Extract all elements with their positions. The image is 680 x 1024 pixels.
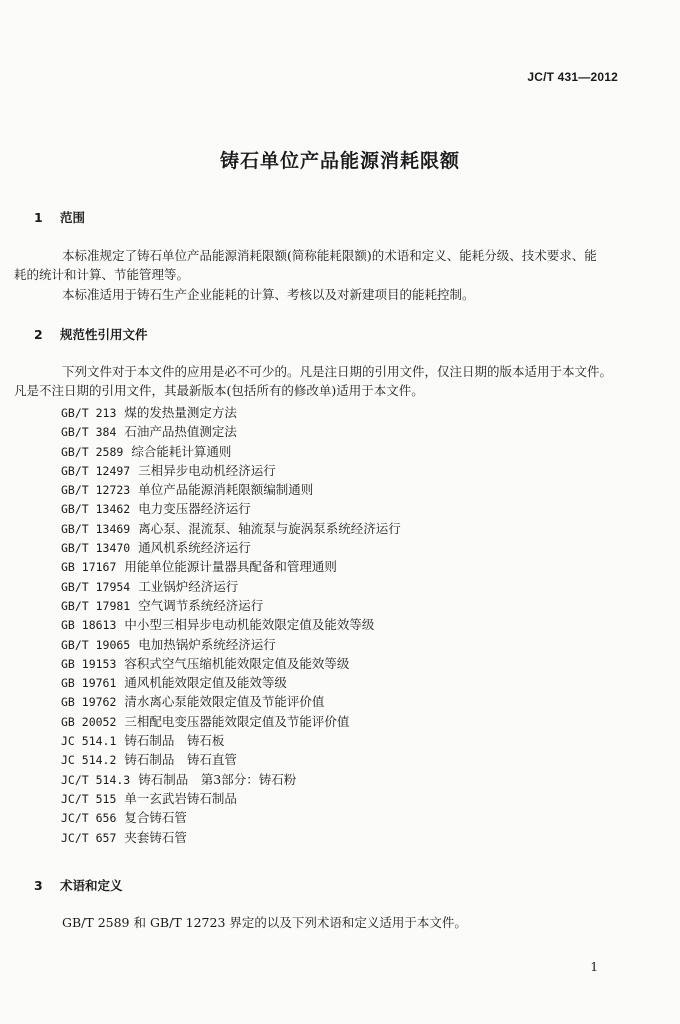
reference-title: 铸石制品 第3部分：铸石粉 (138, 771, 297, 787)
reference-item (61, 828, 401, 847)
reference-code: GB/T 213 (61, 406, 117, 420)
reference-item (61, 712, 401, 731)
page-number: 1 (590, 960, 598, 974)
reference-item (61, 654, 401, 673)
reference-title: 通风机系统经济运行 (138, 540, 251, 556)
reference-item (61, 480, 401, 499)
reference-code: GB/T 17981 (61, 598, 131, 613)
paragraph-line: 下列文件对于本文件的应用是必不可少的。凡是注日期的引用文件，仅注日期的版本适用于本文件。 (62, 364, 613, 379)
section-3-heading (34, 876, 123, 894)
paragraph-line: 耗的统计和计算、节能管理等。 (14, 267, 190, 282)
reference-item (61, 770, 401, 789)
reference-code: JC 514.2 (61, 753, 117, 768)
reference-title: 单位产品能源消耗限额编制通则 (138, 482, 314, 498)
reference-code: GB/T 17954 (61, 579, 131, 594)
reference-title: 夹套铸石管 (124, 829, 187, 845)
paragraph-line: 凡是不注日期的引用文件，其最新版本(包括所有的修改单)适用于本文件。 (14, 383, 424, 398)
paragraph-line: GB/T 2589 和 GB/T 12723 界定的以及下列术语和定义适用于本文件。 (62, 915, 467, 930)
reference-title: 煤的发热量测定方法 (124, 405, 237, 420)
section-1-heading (34, 208, 85, 226)
reference-item (61, 808, 401, 827)
section-number: 1 (34, 210, 43, 225)
reference-title: 三相异步电动机经济运行 (138, 462, 276, 478)
section-3-paragraph-1 (38, 913, 628, 932)
reference-code: JC/T 515 (61, 791, 117, 806)
reference-item (61, 673, 401, 692)
document-title: 铸石单位产品能源消耗限额 (219, 150, 460, 172)
reference-item (61, 461, 401, 480)
paragraph-line: 本标准适用于铸石生产企业能耗的计算、考核以及对新建项目的能耗控制。 (62, 287, 475, 302)
reference-item (61, 403, 401, 422)
reference-item (61, 789, 401, 808)
reference-code: JC/T 514.3 (61, 772, 131, 787)
reference-title: 工业锅炉经济运行 (138, 578, 239, 594)
reference-title: 空气调节系统经济运行 (138, 597, 264, 613)
section-title: 术语和定义 (60, 878, 123, 893)
reference-item (61, 596, 401, 615)
reference-item (61, 538, 401, 557)
section-2-heading (34, 325, 148, 343)
reference-item (61, 442, 401, 461)
reference-code: GB/T 384 (61, 425, 117, 440)
reference-item (61, 422, 401, 441)
reference-title: 复合铸石管 (124, 810, 187, 826)
reference-title: 中小型三相异步电动机能效限定值及能效等级 (124, 617, 375, 633)
normative-reference-list (61, 403, 401, 847)
reference-code: GB/T 2589 (61, 444, 124, 459)
reference-code: GB 18613 (61, 618, 117, 633)
reference-title: 石油产品热值测定法 (124, 424, 237, 440)
reference-code: GB/T 13462 (61, 502, 131, 517)
reference-item (61, 692, 401, 711)
section-number: 2 (34, 327, 43, 342)
reference-item (61, 635, 401, 654)
reference-code: GB/T 12723 (61, 483, 131, 498)
reference-title: 单一玄武岩铸石制品 (124, 790, 237, 806)
reference-title: 电加热锅炉系统经济运行 (138, 636, 276, 652)
reference-item (61, 615, 401, 634)
reference-item (61, 557, 401, 576)
section-2-paragraph-1 (14, 362, 628, 400)
reference-title: 电力变压器经济运行 (138, 501, 251, 517)
reference-title: 通风机能效限定值及能效等级 (124, 675, 287, 691)
reference-code: GB/T 19065 (61, 637, 131, 652)
reference-title: 铸石制品 铸石板 (124, 733, 225, 749)
reference-code: GB 19762 (61, 695, 117, 710)
reference-item (61, 731, 401, 750)
section-number: 3 (34, 878, 43, 893)
reference-code: GB 19761 (61, 676, 117, 691)
reference-code: GB 20052 (61, 714, 117, 729)
reference-item (61, 519, 401, 538)
section-1-paragraph-2 (38, 285, 628, 304)
section-title: 规范性引用文件 (60, 327, 148, 342)
reference-code: JC/T 656 (61, 811, 117, 826)
reference-code: JC 514.1 (61, 734, 117, 749)
reference-title: 离心泵、混流泵、轴流泵与旋涡泵系统经济运行 (138, 520, 401, 536)
reference-title: 容积式空气压缩机能效限定值及能效等级 (124, 655, 350, 671)
reference-code: GB/T 13470 (61, 541, 131, 556)
reference-item (61, 750, 401, 769)
reference-code: GB 17167 (61, 560, 117, 575)
reference-title: 铸石制品 铸石直管 (124, 752, 237, 768)
section-title: 范围 (60, 210, 86, 225)
reference-code: GB/T 13469 (61, 521, 131, 536)
reference-code: JC/T 657 (61, 830, 117, 845)
paragraph-line: 本标准规定了铸石单位产品能源消耗限额(简称能耗限额)的术语和定义、能耗分级、技术要求、能 (62, 248, 597, 263)
reference-item (61, 499, 401, 518)
reference-title: 用能单位能源计量器具配备和管理通则 (124, 559, 337, 575)
section-1-paragraph-1 (14, 246, 628, 284)
reference-title: 清水离心泵能效限定值及节能评价值 (124, 694, 325, 710)
reference-code: GB 19153 (61, 656, 117, 671)
reference-item (61, 577, 401, 596)
reference-title: 三相配电变压器能效限定值及节能评价值 (124, 713, 350, 729)
reference-code: GB/T 12497 (61, 463, 131, 478)
reference-title: 综合能耗计算通则 (131, 443, 232, 459)
standard-code: JC/T 431—2012 (527, 70, 618, 84)
